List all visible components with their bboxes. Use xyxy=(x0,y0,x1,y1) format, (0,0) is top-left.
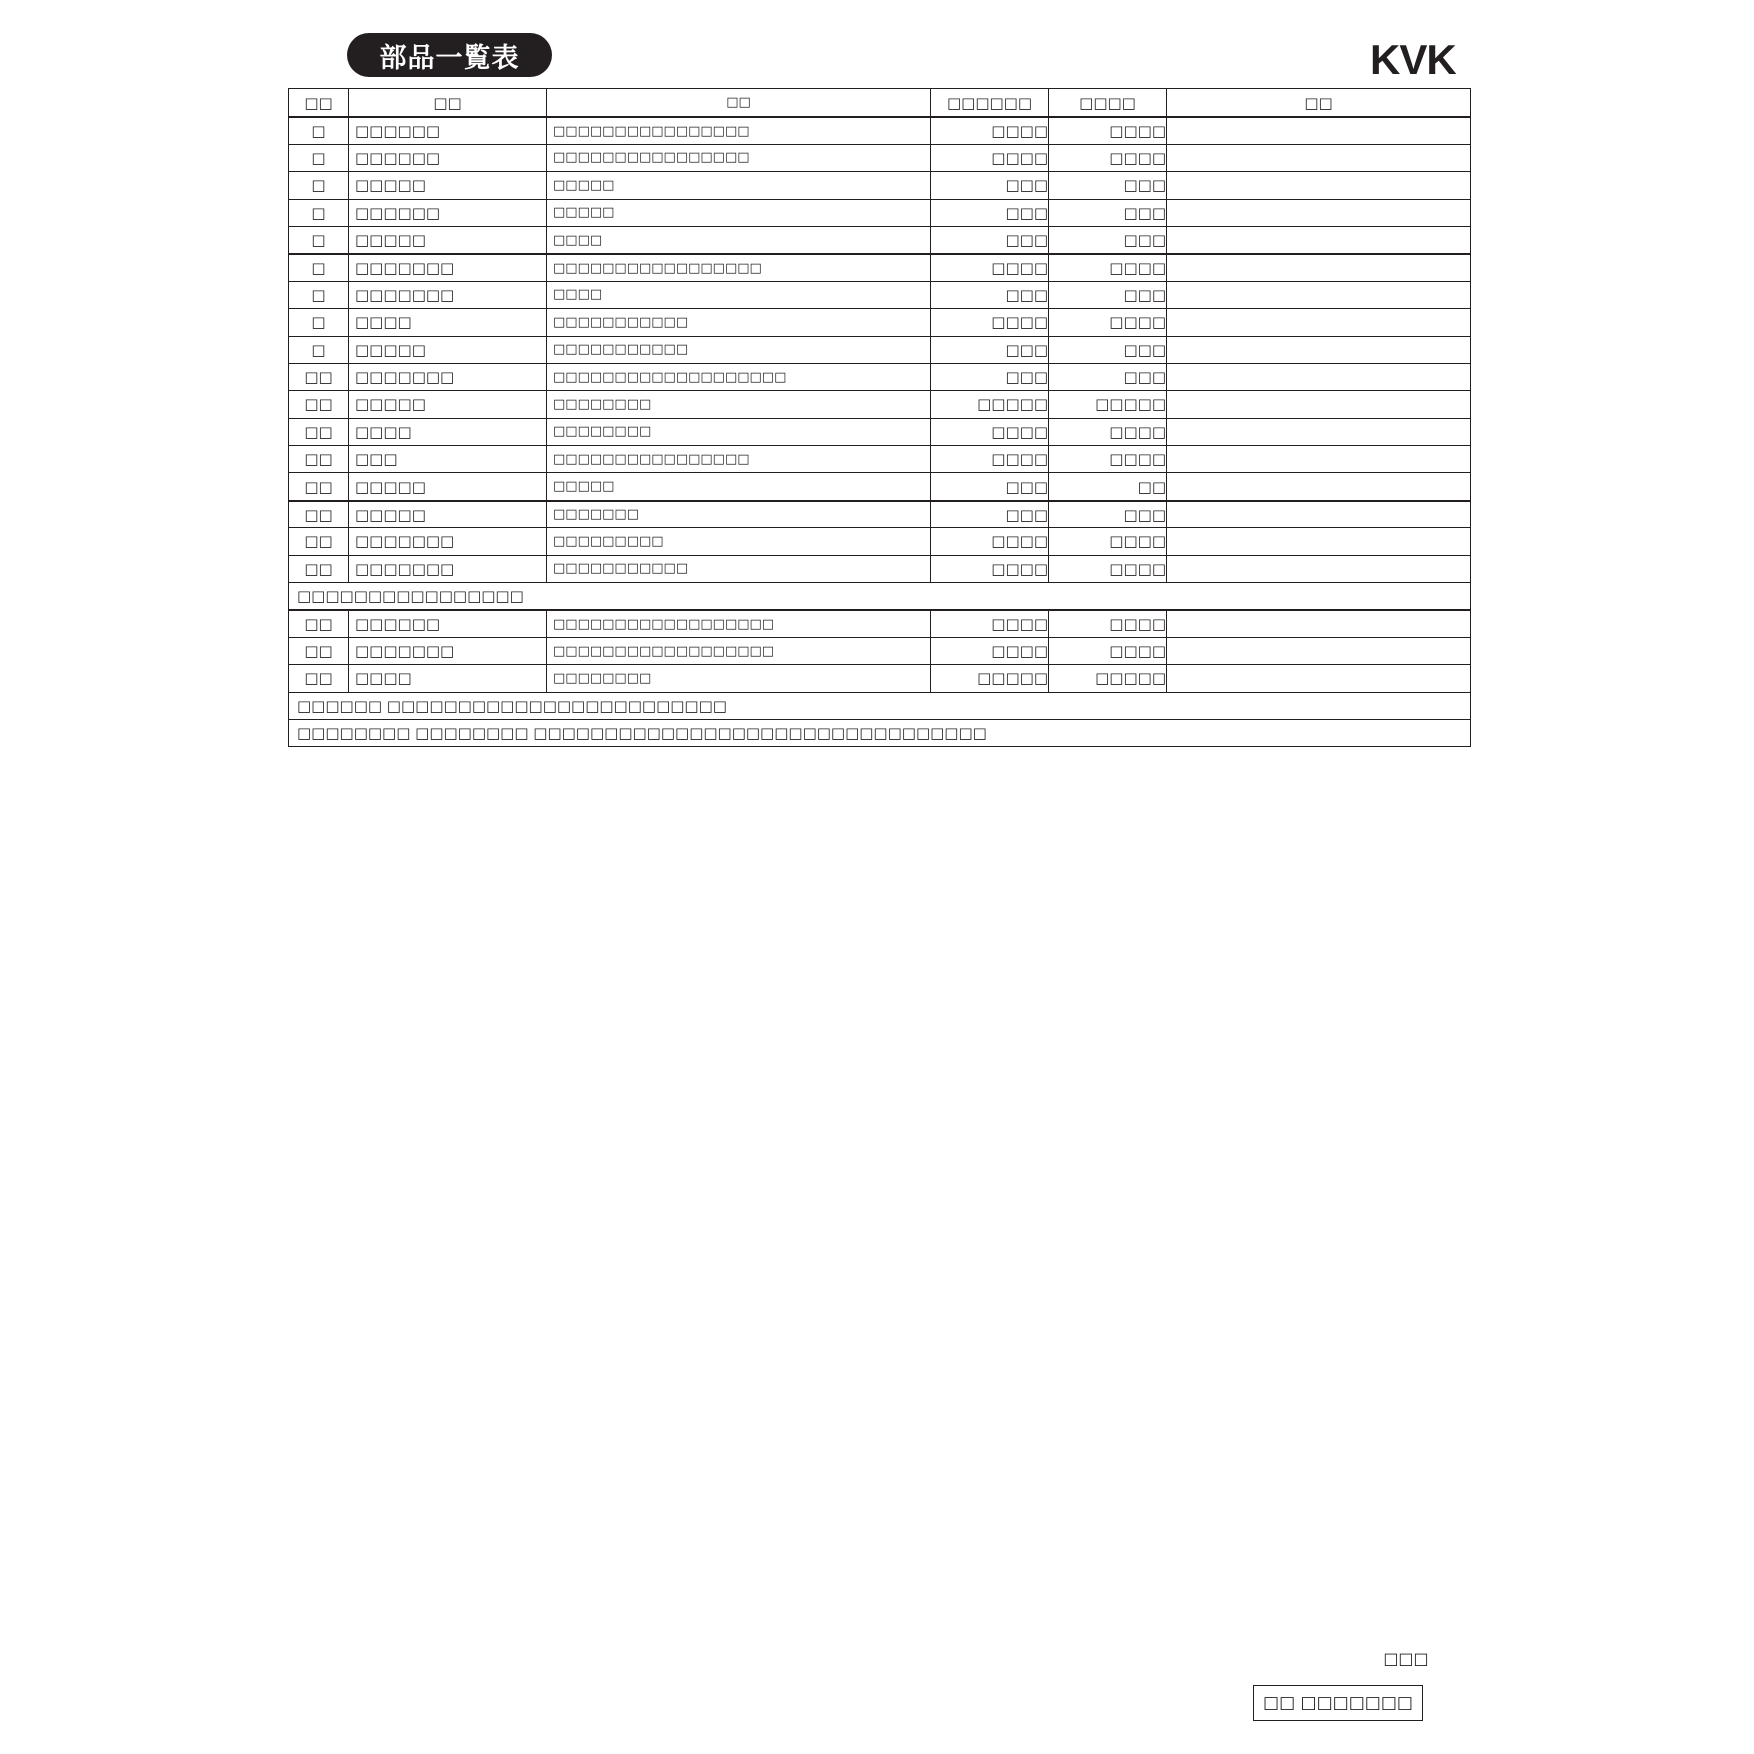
cell-code: □□□□□ xyxy=(930,665,1048,691)
cell-no: □ xyxy=(311,176,326,195)
table-row xyxy=(289,472,1470,499)
cell-name: □□□□□ xyxy=(348,473,546,499)
cell-name: □□□□ xyxy=(348,309,546,335)
cell-spec: □□□□□ xyxy=(546,473,930,499)
cell-no: □ xyxy=(311,148,326,167)
cell-name: □□□ xyxy=(348,446,546,472)
cell-note xyxy=(1166,556,1470,582)
cell-no: □□ xyxy=(304,505,333,524)
cell-name: □□□□□ xyxy=(348,172,546,198)
cell-code: □□□ xyxy=(930,337,1048,363)
cell-code: □□□□ xyxy=(930,145,1048,171)
cell-note xyxy=(1166,419,1470,445)
cell-price: □□□□□ xyxy=(1048,665,1166,691)
cell-note xyxy=(1166,309,1470,335)
footnote-2-row xyxy=(289,719,1470,746)
header-note: □□ xyxy=(1166,89,1470,116)
cell-price: □□□□ xyxy=(1048,611,1166,636)
cell-spec: □□□□□□□□□□□ xyxy=(546,309,930,335)
cell-no: □□ xyxy=(304,532,333,551)
cell-note xyxy=(1166,200,1470,226)
cell-spec: □□□□□□□□ xyxy=(546,665,930,691)
cell-note xyxy=(1166,611,1470,636)
cell-spec: □□□□□□□□□□□□□□□□□ xyxy=(546,255,930,280)
cell-name: □□□□ xyxy=(348,419,546,445)
cell-price: □□□□ xyxy=(1048,145,1166,171)
cell-spec: □□□□□ xyxy=(546,172,930,198)
cell-code: □□□□ xyxy=(930,255,1048,280)
table-row xyxy=(289,253,1470,280)
cell-name: □□□□□□□ xyxy=(348,556,546,582)
cell-spec: □□□□□□□□□□□ xyxy=(546,556,930,582)
cell-name: □□□□□ xyxy=(348,337,546,363)
cell-no: □ xyxy=(311,285,326,304)
cell-spec: □□□□□□□□□□□ xyxy=(546,337,930,363)
cell-note xyxy=(1166,446,1470,472)
cell-spec: □□□□□□□ xyxy=(546,502,930,527)
cell-spec: □□□□□□□□ xyxy=(546,419,930,445)
cell-no: □□ xyxy=(304,642,333,660)
cell-no: □□ xyxy=(304,477,333,496)
cell-spec: □□□□□□□□□□□□□□□□ xyxy=(546,118,930,143)
footnote-2: □□□□□□□□ □□□□□□□□ □□□□□□□□□□□□□□□□□□□□□□□□□□□□□□□□ xyxy=(297,724,987,743)
table-row xyxy=(289,445,1470,472)
header-no: □□ xyxy=(304,93,333,112)
table-row xyxy=(289,609,1470,636)
cell-no: □□ xyxy=(304,450,333,469)
cell-spec: □□□□□□□□□□□□□□□□□□ xyxy=(546,638,930,664)
cell-name: □□□□□□ xyxy=(348,611,546,636)
table-row xyxy=(289,527,1470,554)
cell-no: □ xyxy=(311,203,326,222)
header-spec: □□ xyxy=(546,89,930,116)
cell-no: □□ xyxy=(304,422,333,441)
cell-name: □□□□□ xyxy=(348,391,546,417)
cell-note xyxy=(1166,364,1470,390)
cell-code: □□□□ xyxy=(930,309,1048,335)
footnote-1: □□□□□□ □□□□□□□□□□□□□□□□□□□□□□□□ xyxy=(297,696,727,715)
table-row xyxy=(289,308,1470,335)
cell-price: □□□□ xyxy=(1048,556,1166,582)
cell-code: □□□ xyxy=(930,282,1048,308)
cell-price: □□□ xyxy=(1048,337,1166,363)
cell-no: □ xyxy=(311,122,326,141)
cell-no: □□ xyxy=(304,669,333,688)
table-row xyxy=(289,199,1470,226)
cell-name: □□□□□□ xyxy=(348,145,546,171)
cell-code: □□□ xyxy=(930,502,1048,527)
table-row xyxy=(289,226,1470,253)
page-title: 部品一覧表 xyxy=(347,33,552,77)
cell-no: □ xyxy=(311,259,326,278)
cell-name: □□□□□□□ xyxy=(348,528,546,554)
cell-spec: □□□□□□□□□ xyxy=(546,528,930,554)
table-row xyxy=(289,171,1470,198)
cell-name: □□□□□□□ xyxy=(348,364,546,390)
cell-no: □□ xyxy=(304,559,333,578)
cell-spec: □□□□□□□□□□□□□□□□ xyxy=(546,145,930,171)
cell-code: □□□ xyxy=(930,473,1048,499)
table-row xyxy=(289,144,1470,171)
cell-price: □□□ xyxy=(1048,172,1166,198)
cell-note xyxy=(1166,255,1470,280)
cell-price: □□□□ xyxy=(1048,255,1166,280)
cell-note xyxy=(1166,502,1470,527)
cell-no: □ xyxy=(311,313,326,332)
header-code: □□□□□□ xyxy=(930,89,1048,116)
cell-price: □□□□ xyxy=(1048,446,1166,472)
cell-name: □□□□ xyxy=(348,665,546,691)
table-row xyxy=(289,336,1470,363)
cell-price: □□□ xyxy=(1048,502,1166,527)
cell-no: □□ xyxy=(304,368,333,387)
cell-code: □□□□ xyxy=(930,419,1048,445)
cell-spec: □□□□ xyxy=(546,227,930,253)
cell-code: □□□□ xyxy=(930,638,1048,664)
cell-note xyxy=(1166,638,1470,664)
footnote-1-row xyxy=(289,692,1470,719)
section-note: □□□□□□□□□□□□□□□□ xyxy=(297,587,524,606)
cell-price: □□□□ xyxy=(1048,309,1166,335)
cell-name: □□□□□ xyxy=(348,502,546,527)
cell-code: □□□□ xyxy=(930,118,1048,143)
cell-note xyxy=(1166,282,1470,308)
cell-code: □□□□ xyxy=(930,556,1048,582)
cell-note xyxy=(1166,665,1470,691)
cell-price: □□□ xyxy=(1048,364,1166,390)
cell-no: □□ xyxy=(304,615,333,634)
cell-name: □□□□□□□ xyxy=(348,255,546,280)
cell-name: □□□□□ xyxy=(348,227,546,253)
cell-price: □□ xyxy=(1048,473,1166,499)
cell-note xyxy=(1166,227,1470,253)
cell-price: □□□ xyxy=(1048,200,1166,226)
cell-name: □□□□□□□ xyxy=(348,282,546,308)
cell-code: □□□ xyxy=(930,227,1048,253)
cell-spec: □□□□□ xyxy=(546,200,930,226)
cell-no: □□ xyxy=(304,395,333,414)
cell-price: □□□□ xyxy=(1048,419,1166,445)
table-row xyxy=(289,116,1470,143)
cell-name: □□□□□□ xyxy=(348,200,546,226)
table-row xyxy=(289,500,1470,527)
table-header-row xyxy=(289,89,1470,116)
cell-name: □□□□□□□ xyxy=(348,638,546,664)
cell-note xyxy=(1166,145,1470,171)
header-price: □□□□ xyxy=(1048,89,1166,116)
cell-note xyxy=(1166,391,1470,417)
table-row xyxy=(289,418,1470,445)
parts-table xyxy=(288,88,1471,747)
document-code: □□ □□□□□□□ xyxy=(1253,1685,1423,1721)
cell-price: □□□□ xyxy=(1048,638,1166,664)
cell-spec: □□□□ xyxy=(546,282,930,308)
table-row xyxy=(289,390,1470,417)
cell-note xyxy=(1166,172,1470,198)
cell-note xyxy=(1166,528,1470,554)
cell-price: □□□□ xyxy=(1048,528,1166,554)
cell-spec: □□□□□□□□□□□□□□□□□□□ xyxy=(546,364,930,390)
header-name: □□ xyxy=(348,89,546,116)
cell-price: □□□□ xyxy=(1048,118,1166,143)
cell-spec: □□□□□□□□□□□□□□□□□□ xyxy=(546,611,930,636)
cell-code: □□□□ xyxy=(930,528,1048,554)
page-number: □□□ xyxy=(1383,1648,1429,1668)
cell-note xyxy=(1166,118,1470,143)
table-row xyxy=(289,281,1470,308)
cell-spec: □□□□□□□□ xyxy=(546,391,930,417)
table-row xyxy=(289,637,1470,664)
table-row xyxy=(289,664,1470,691)
section-note-row xyxy=(289,582,1470,609)
cell-note xyxy=(1166,337,1470,363)
cell-name: □□□□□□ xyxy=(348,118,546,143)
cell-price: □□□ xyxy=(1048,282,1166,308)
table-row xyxy=(289,363,1470,390)
cell-code: □□□ xyxy=(930,364,1048,390)
cell-note xyxy=(1166,473,1470,499)
cell-code: □□□□ xyxy=(930,446,1048,472)
cell-no: □ xyxy=(311,231,326,250)
cell-no: □ xyxy=(311,340,326,359)
cell-code: □□□ xyxy=(930,200,1048,226)
cell-price: □□□□□ xyxy=(1048,391,1166,417)
kvk-logo: KVK xyxy=(1370,36,1456,83)
cell-code: □□□□□ xyxy=(930,391,1048,417)
table-row xyxy=(289,555,1470,582)
cell-spec: □□□□□□□□□□□□□□□□ xyxy=(546,446,930,472)
cell-price: □□□ xyxy=(1048,227,1166,253)
cell-code: □□□ xyxy=(930,172,1048,198)
cell-code: □□□□ xyxy=(930,611,1048,636)
